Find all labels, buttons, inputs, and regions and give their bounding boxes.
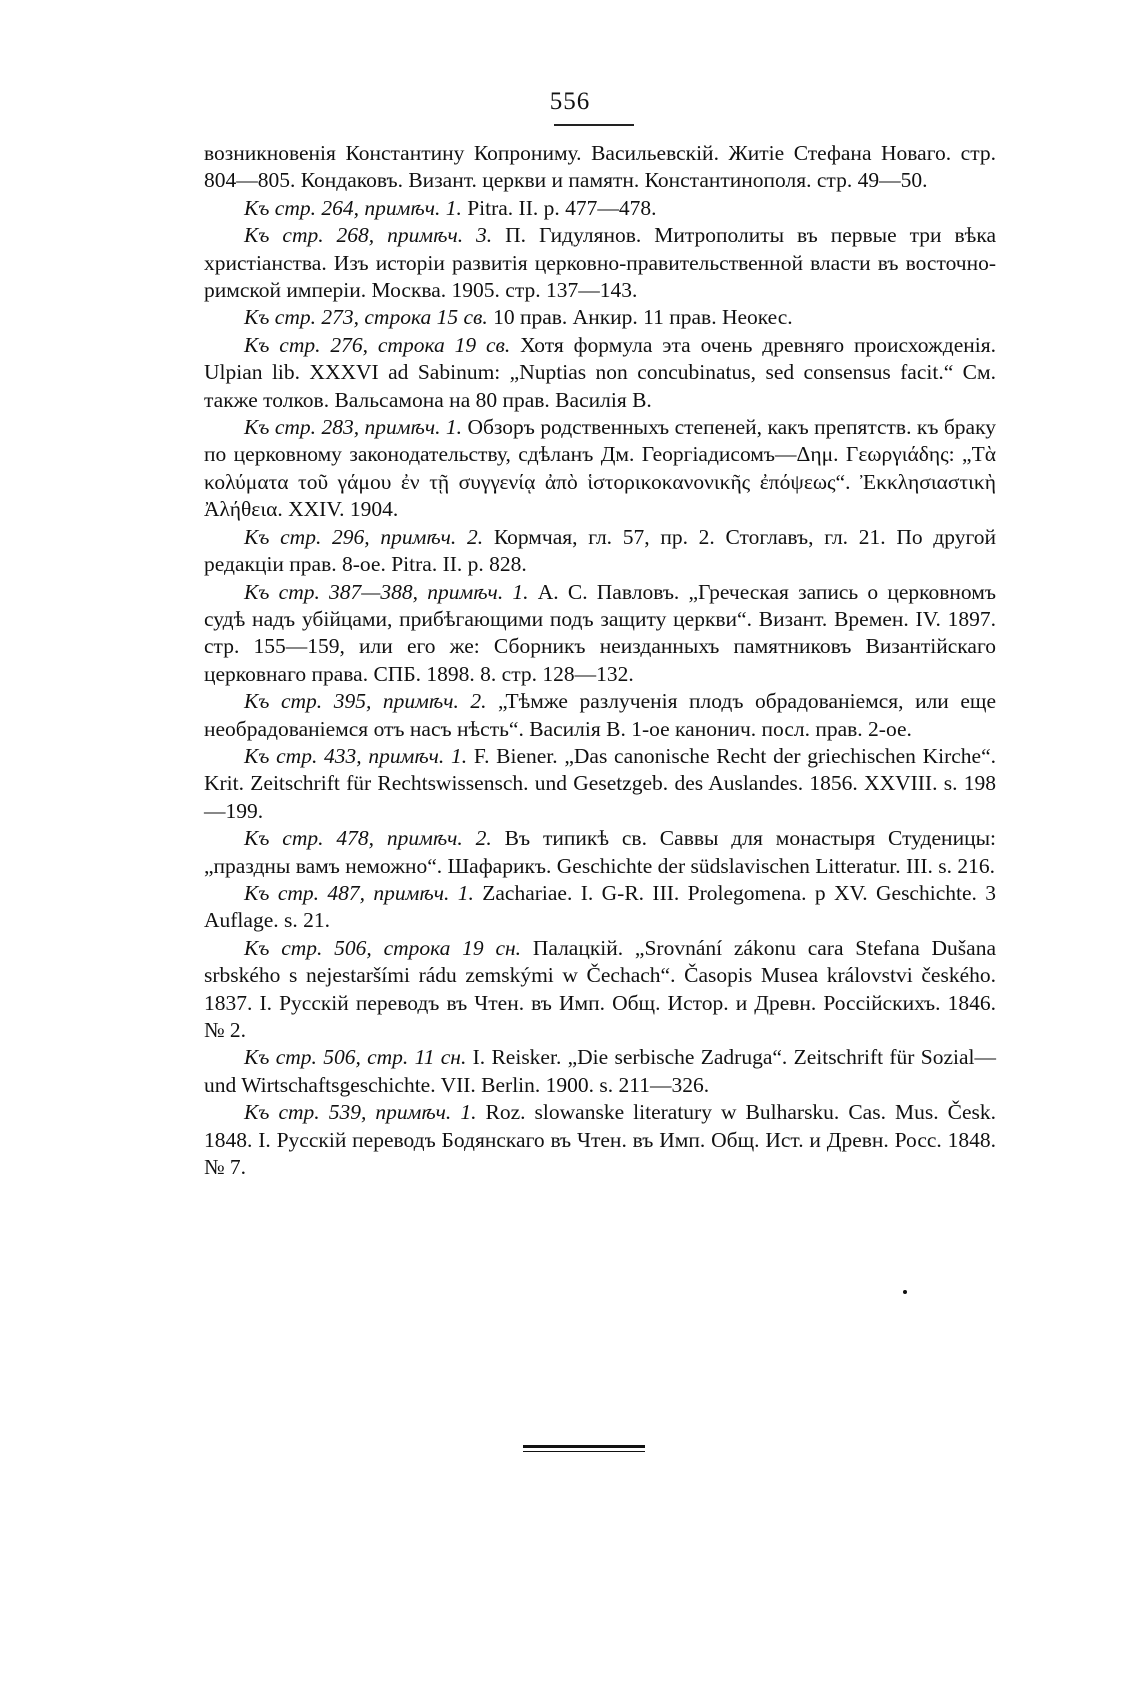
note-text: Обзоръ родственныхъ степеней, какъ препятств. къ браку по церковному законодательству, сдѣланъ Дм. Георгіадисомъ—Δημ. Γεωργιάδης: „Τὰ κολύματα τοῦ γάμου ἐν τῇ συγγενίᾳ ἀπὸ ἱστορικοκανονικῆς ἐπόψεως“. Ἐκκλησιαστικὴ Ἀλήθεια. XXIV. 1904. <box>204 415 996 522</box>
note-text: Roz. slowanske literatury w Bulharsku. Cas. Mus. Česk. 1848. I. Русскій переводъ Бодянскаго въ Чтен. въ Имп. Общ. Ист. и Древн. Росс. 1848. № 7. <box>204 1100 997 1180</box>
note-reference: Къ стр. 433, примѣч. 1. <box>244 743 468 768</box>
note-reference: Къ стр. 264, примѣч. 1. <box>244 195 462 220</box>
page-number: 556 <box>549 88 591 115</box>
note-paragraph <box>204 688 996 743</box>
note-reference: Къ стр. 487, примѣч. 1. <box>244 880 474 905</box>
note-text: 10 прав. Анкир. 11 прав. Неокес. <box>493 305 793 330</box>
note-reference: Къ стр. 478, примѣч. 2. <box>244 826 492 851</box>
note-paragraph <box>204 825 996 880</box>
note-text: „Тѣмже разлученія плодъ обрадованіемся, или еще необрадованіемся отъ насъ нѣсть“. Василія В. 1-ое канонич. посл. прав. 2-ое. <box>204 689 996 741</box>
note-paragraph <box>204 880 996 935</box>
note-text: F. Biener. „Das canonische Recht der griechischen Kirche“. Krit. Zeitschrift für Rechtswissensch. und Gesetzgeb. des Auslandes. 1856. XXVIII. s. 198—199. <box>204 743 997 823</box>
note-paragraph <box>204 222 996 304</box>
note-text: Палацкій. „Srovnání zákonu cara Stefana Dušana srbského s nejestaršími rádu zemskými w Čechach“. Časopis Musea královstvi českého. 1837. I. Русскій переводъ въ Чтен. въ Имп. Общ. Истор. и Древн. Россійскихъ. 1846. № 2. <box>204 935 996 1042</box>
note-text: I. Reisker. „Die serbische Zadruga“. Zeitschrift für Sozial—und Wirtschaftsgeschichte. VII. Berlin. 1900. s. 211—326. <box>204 1045 996 1097</box>
note-reference: Къ стр. 273, строка 15 св. <box>244 305 488 330</box>
note-reference: Къ стр. 539, примѣч. 1. <box>244 1100 477 1125</box>
note-paragraph <box>204 304 996 331</box>
note-paragraph <box>204 935 996 1045</box>
note-text: П. Гидулянов. Митрополиты въ первые три вѣка христіанства. Изъ исторіи развитія церковно-правительственной власти въ восточно-римской имперіи. Москва. 1905. стр. 137—143. <box>204 223 997 303</box>
note-reference: Къ стр. 506, стр. 11 сн. <box>244 1045 467 1070</box>
note-reference: Къ стр. 283, примѣч. 1. <box>244 415 463 440</box>
print-speck <box>903 1290 907 1294</box>
note-paragraph <box>204 414 996 524</box>
note-text: Zachariae. I. G-R. III. Prolegomena. p XV. Geschichte. 3 Auflage. s. 21. <box>204 880 997 933</box>
note-text: Кормчая, гл. 57, пр. 2. Стоглавъ, гл. 21. По другой редакціи прав. 8-ое. Pitra. II. p. 828. <box>204 524 996 577</box>
note-paragraph <box>204 579 996 689</box>
note-reference: Къ стр. 276, строка 19 св. <box>244 332 511 357</box>
note-text: Въ типикѣ св. Саввы для монастыря Студеницы: „праздны вамъ неможно“. Шафарикъ. Geschichte der südslavischen Litteratur. III. s. 216. <box>204 826 996 878</box>
note-paragraph <box>204 140 996 195</box>
note-paragraph <box>204 743 996 825</box>
note-reference: Къ стр. 395, примѣч. 2. <box>244 689 487 714</box>
note-reference: Къ стр. 387—388, примѣч. 1. <box>244 579 529 604</box>
note-reference: Къ стр. 268, примѣч. 3. <box>244 223 493 248</box>
note-text: А. С. Павловъ. „Греческая запись о церковномъ судѣ надъ убійцами, прибѣгающими подъ защиту церкви“. Визант. Времен. IV. 1897. стр. 155—159, или его же: Сборникъ неизданныхъ памятниковъ Византійскаго церковнаго права. СПБ. 1898. 8. стр. 128—132. <box>204 579 996 686</box>
note-paragraph <box>204 1044 996 1099</box>
note-text: возникновенія Константину Копрониму. Васильевскій. Житіе Стефана Новаго. стр. 804—805. Кондаковъ. Визант. церкви и памятн. Константинополя. стр. 49—50. <box>204 141 996 193</box>
note-text: Pitra. II. p. 477—478. <box>467 195 657 220</box>
note-paragraph <box>204 1099 996 1181</box>
section-end-rule-thin <box>523 1451 645 1452</box>
section-end-rule <box>523 1445 645 1448</box>
note-reference: Къ стр. 296, примѣч. 2. <box>244 524 484 549</box>
note-reference: Къ стр. 506, строка 19 сн. <box>244 935 522 960</box>
notes-text-block <box>204 140 996 1181</box>
note-paragraph <box>204 195 996 222</box>
page-number-underline <box>554 124 634 126</box>
note-paragraph <box>204 524 996 579</box>
note-paragraph <box>204 332 996 414</box>
note-text: Хотя формула эта очень древняго происхожденія. Ulpian lib. XXXVI ad Sabinum: „Nuptias non concubinatus, sed consensus facit.“ См. также толков. Вальсамона на 80 прав. Василія В. <box>204 332 996 412</box>
